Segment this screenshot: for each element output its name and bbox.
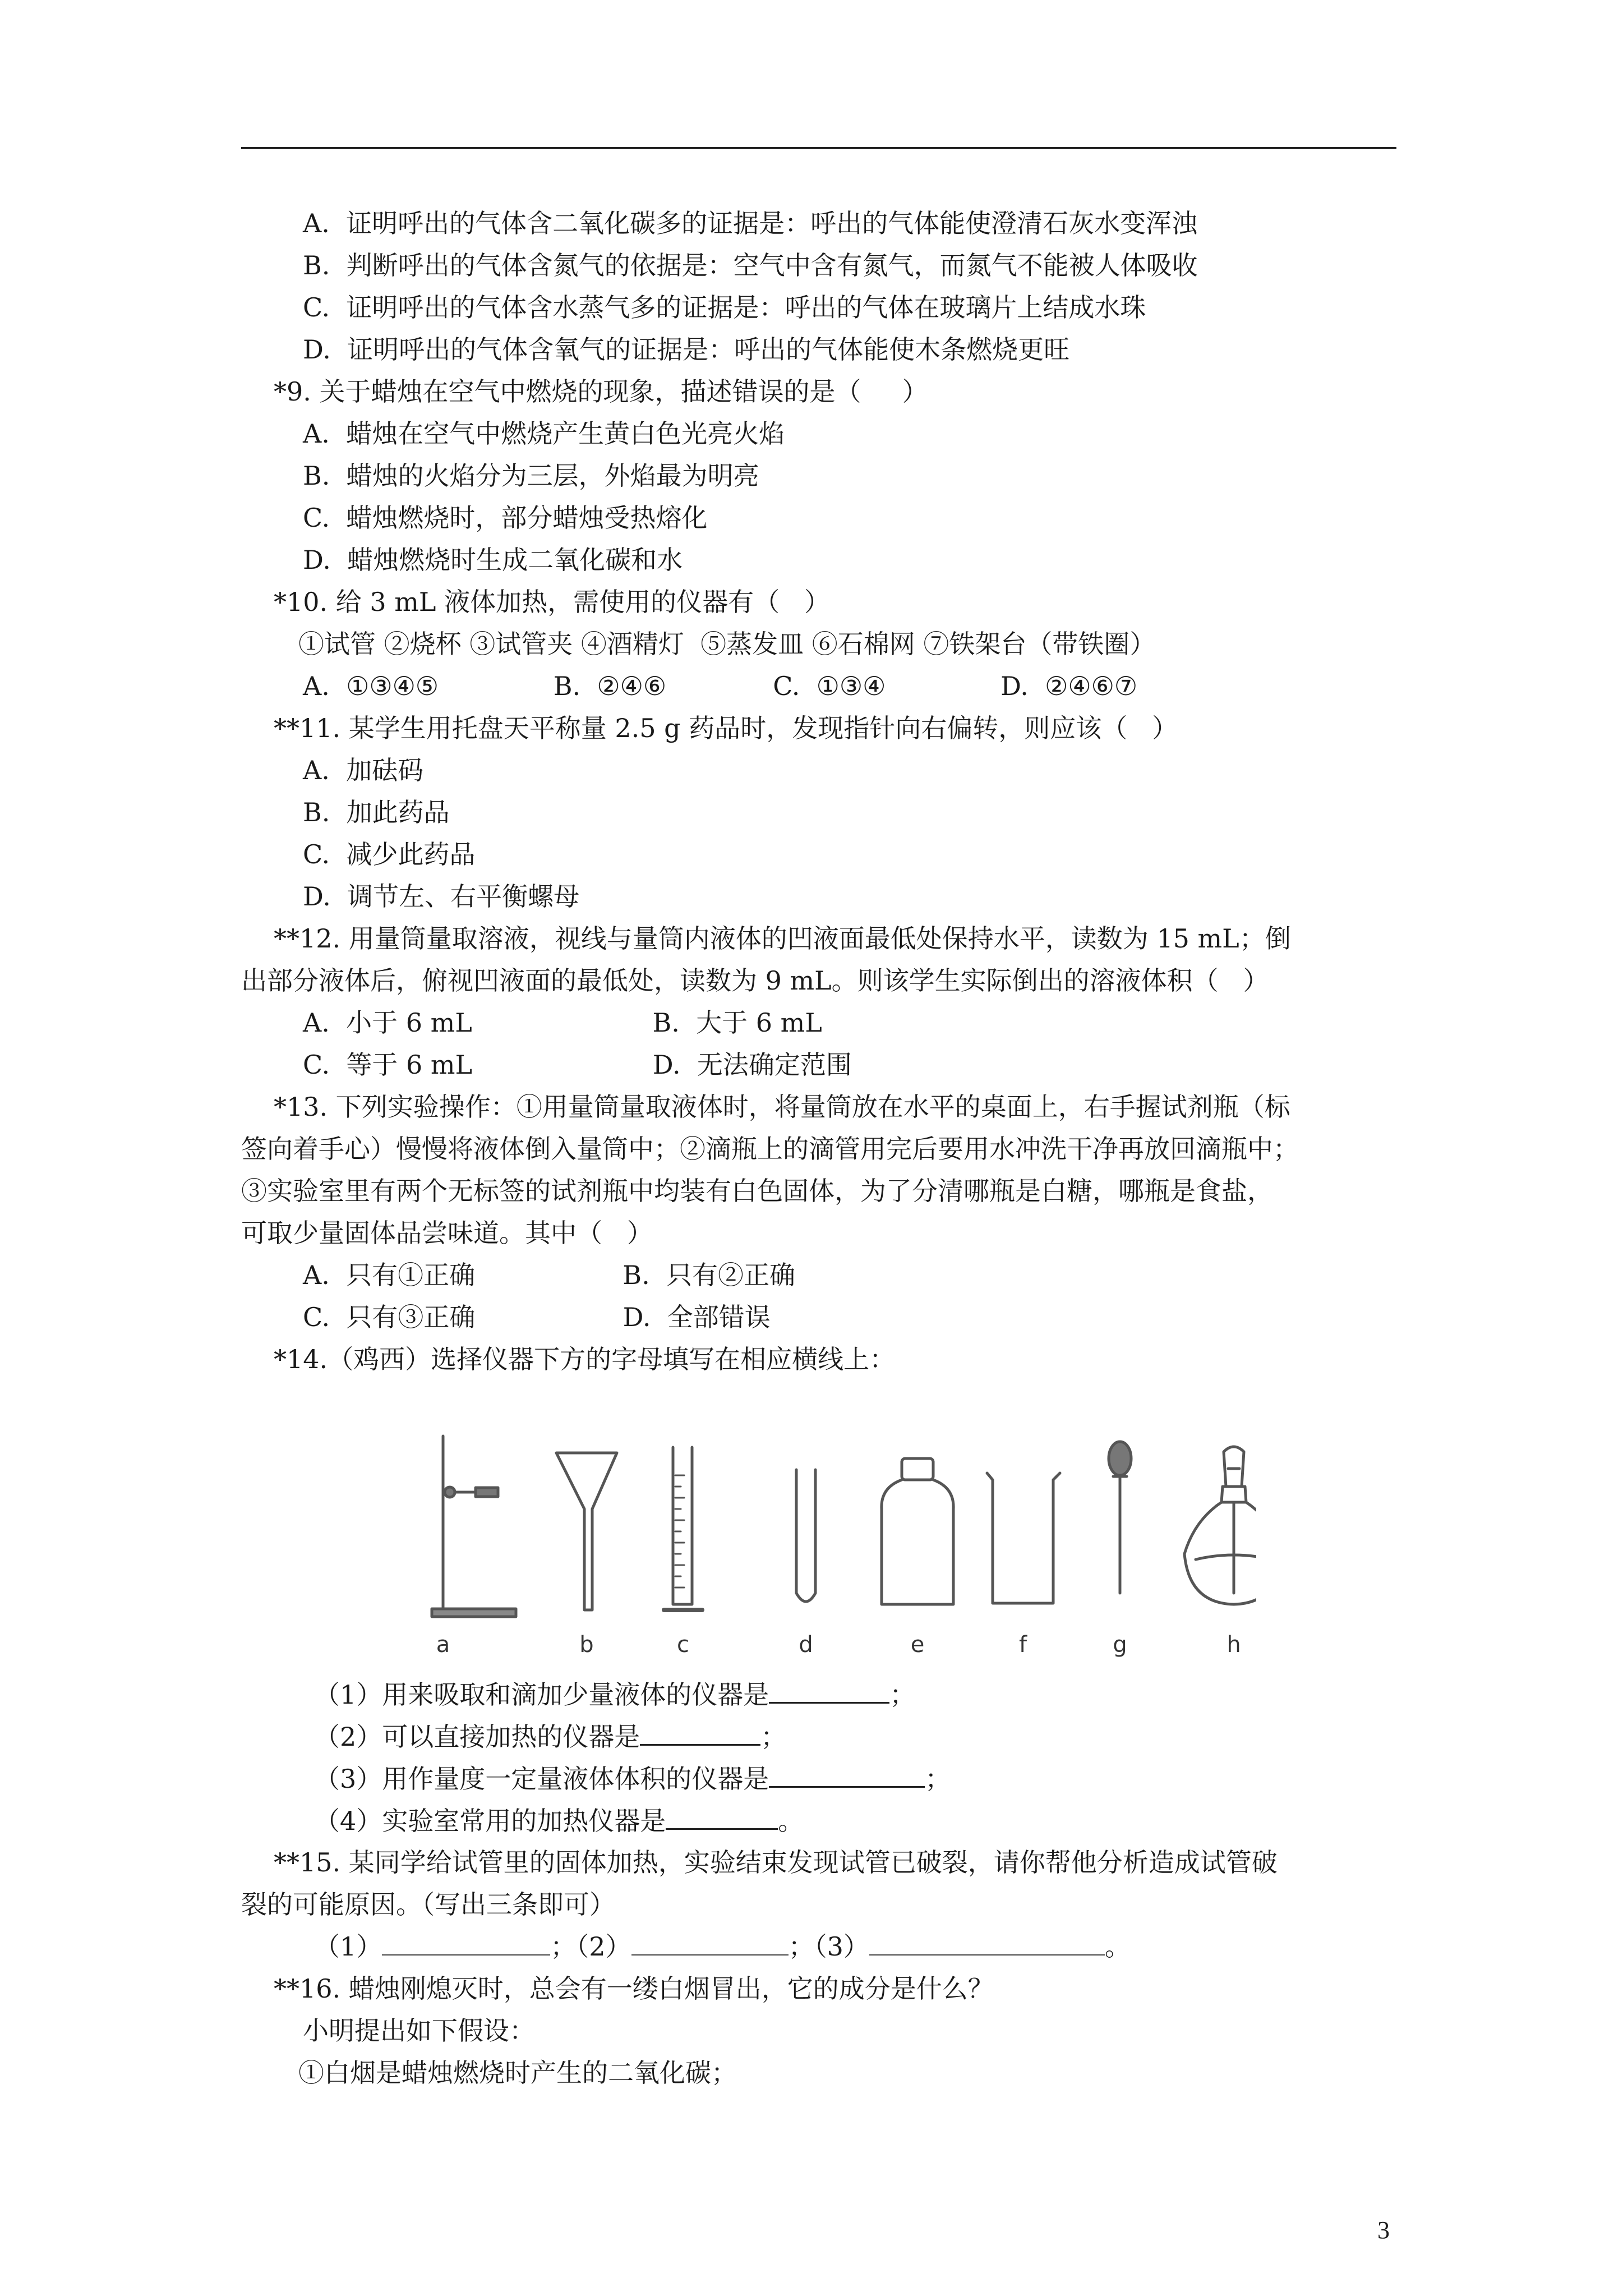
q11-option-d: D. 调节左、右平衡螺母: [303, 881, 580, 912]
q15-answer1-blank[interactable]: [382, 1930, 550, 1955]
page-number: 3: [1377, 2216, 1390, 2244]
figure-label-c: c: [677, 1632, 689, 1658]
q14-sub1-end: ；: [889, 1680, 916, 1710]
q12-stem-line2: 出部分液体后，俯视凹液面的最低处，读数为 9 mL。则该学生实际倒出的溶液体积（ ）: [241, 965, 1269, 996]
q10-options: A. ①③④⑤ B. ②④⑥ C. ①③④ D. ②④⑥⑦: [303, 671, 1138, 701]
q16-hypothesis-1: ①白烟是蜡烛燃烧时产生的二氧化碳；: [298, 2058, 737, 2088]
q13-stem-line4: 可取少量固体品尝味道。其中（ ）: [241, 1218, 653, 1248]
graduated-cylinder-icon: [664, 1447, 702, 1610]
q13-stem-line3: ③实验室里有两个无标签的试剂瓶中均装有白色固体，为了分清哪瓶是白糖，哪瓶是食盐，: [241, 1176, 1273, 1206]
q14-sub2-text: （2）可以直接加热的仪器是: [314, 1722, 640, 1752]
q14-sub2-blank[interactable]: [640, 1719, 760, 1746]
q14-sub3: [314, 1761, 951, 1795]
figure-label-d: d: [799, 1632, 813, 1658]
header-rule: [241, 147, 1396, 149]
q15-end: 。: [1104, 1931, 1131, 1962]
q9-option-c: C. 蜡烛燃烧时，部分蜡烛受热熔化: [303, 503, 708, 533]
q14-sub3-end: ；: [925, 1764, 951, 1794]
q14-sub1-blank[interactable]: [769, 1677, 889, 1704]
figure-label-g: g: [1113, 1632, 1127, 1658]
q15-stem-line1: **15. 某同学给试管里的固体加热，实验结束发现试管已破裂，请你帮他分析造成试管破: [274, 1847, 1278, 1878]
q15-answers: [314, 1930, 1131, 1963]
q8-option-a: A. 证明呼出的气体含二氧化碳多的证据是：呼出的气体能使澄清石灰水变浑浊: [303, 208, 1198, 238]
q14-sub4-end: 。: [778, 1806, 804, 1836]
q9-option-b: B. 蜡烛的火焰分为三层，外焰最为明亮: [303, 461, 759, 491]
q14-sub2-end: ；: [760, 1722, 787, 1752]
q14-sub4-text: （4）实验室常用的加热仪器是: [314, 1806, 666, 1836]
q11-stem: **11. 某学生用托盘天平称量 2.5 g 药品时，发现指针向右偏转，则应该（ ）: [274, 713, 1178, 743]
q13-stem-line1: *13. 下列实验操作：①用量筒量取液体时，将量筒放在水平的桌面上，右手握试剂瓶（标: [274, 1092, 1290, 1122]
iron-stand-icon: [432, 1436, 516, 1617]
q9-option-a: A. 蜡烛在空气中燃烧产生黄白色光亮火焰: [303, 418, 785, 449]
q10-stem: *10. 给 3 mL 液体加热，需使用的仪器有（ ）: [274, 587, 830, 617]
figure-label-h: h: [1227, 1632, 1241, 1658]
dropper-icon: [1109, 1442, 1131, 1593]
q14-sub4: [314, 1803, 804, 1837]
q13-options-cd: C. 只有③正确 D. 全部错误: [303, 1302, 771, 1332]
q14-stem: *14.（鸡西）选择仪器下方的字母填写在相应横线上：: [274, 1344, 896, 1374]
q16-intro: 小明提出如下假设：: [303, 2016, 535, 2046]
q15-answer2-blank[interactable]: [631, 1930, 789, 1955]
beaker-icon: [987, 1473, 1060, 1603]
q10-instrument-list: ①试管 ②烧杯 ③试管夹 ④酒精灯 ⑤蒸发皿 ⑥石棉网 ⑦铁架台（带铁圈）: [298, 629, 1156, 659]
q14-sub4-blank[interactable]: [666, 1803, 778, 1830]
q14-sub3-text: （3）用作量度一定量液体体积的仪器是: [314, 1764, 769, 1794]
q15-answer3-label: （3）: [814, 1931, 869, 1962]
figure-label-b: b: [579, 1632, 594, 1658]
q15-sep2: ；: [788, 1931, 814, 1962]
lab-instruments-svg: [426, 1425, 1256, 1660]
q15-answer2-label: （2）: [576, 1931, 631, 1962]
q14-sub1-text: （1）用来吸取和滴加少量液体的仪器是: [314, 1680, 769, 1710]
q15-answer3-blank[interactable]: [869, 1930, 1105, 1955]
q13-options-ab: A. 只有①正确 B. 只有②正确: [303, 1260, 795, 1290]
q12-options-ab: A. 小于 6 mL B. 大于 6 mL: [303, 1007, 822, 1038]
figure-label-f: f: [1018, 1632, 1027, 1658]
q11-option-b: B. 加此药品: [303, 797, 450, 827]
reagent-bottle-icon: [882, 1458, 953, 1604]
q15-sep1: ；: [550, 1931, 577, 1962]
q12-options-cd: C. 等于 6 mL D. 无法确定范围: [303, 1050, 852, 1080]
q8-option-b: B. 判断呼出的气体含氮气的依据是：空气中含有氮气，而氮气不能被人体吸收: [303, 250, 1198, 280]
test-tube-icon: [796, 1470, 815, 1602]
q8-option-c: C. 证明呼出的气体含水蒸气多的证据是：呼出的气体在玻璃片上结成水珠: [303, 292, 1146, 323]
q15-stem-line2: 裂的可能原因。（写出三条即可）: [241, 1889, 615, 1920]
q11-option-a: A. 加砝码: [303, 755, 424, 785]
q12-stem-line1: **12. 用量筒量取溶液，视线与量筒内液体的凹液面最低处保持水平，读数为 15 mL；倒: [274, 923, 1291, 954]
figure-label-e: e: [910, 1632, 925, 1658]
figure-label-a: a: [436, 1632, 450, 1658]
q14-sub2: [314, 1719, 786, 1753]
q16-stem: **16. 蜡烛刚熄灭时，总会有一缕白烟冒出，它的成分是什么？: [274, 1973, 994, 2004]
q14-sub3-blank[interactable]: [769, 1761, 925, 1788]
alcohol-lamp-icon: [1184, 1447, 1256, 1604]
q8-option-d: D. 证明呼出的气体含氧气的证据是：呼出的气体能使木条燃烧更旺: [303, 334, 1070, 365]
q13-stem-line2: 签向着手心）慢慢将液体倒入量筒中；②滴瓶上的滴管用完后要用水冲洗干净再放回滴瓶中；: [241, 1134, 1299, 1164]
q11-option-c: C. 减少此药品: [303, 839, 476, 869]
q9-option-d: D. 蜡烛燃烧时生成二氧化碳和水: [303, 545, 683, 575]
lab-instruments-figure: [426, 1425, 1256, 1660]
q15-answer1-label: （1）: [314, 1931, 382, 1962]
funnel-icon: [556, 1453, 617, 1610]
q9-stem: *9. 关于蜡烛在空气中燃烧的现象，描述错误的是（ ）: [274, 376, 928, 407]
q14-sub1: [314, 1677, 915, 1711]
